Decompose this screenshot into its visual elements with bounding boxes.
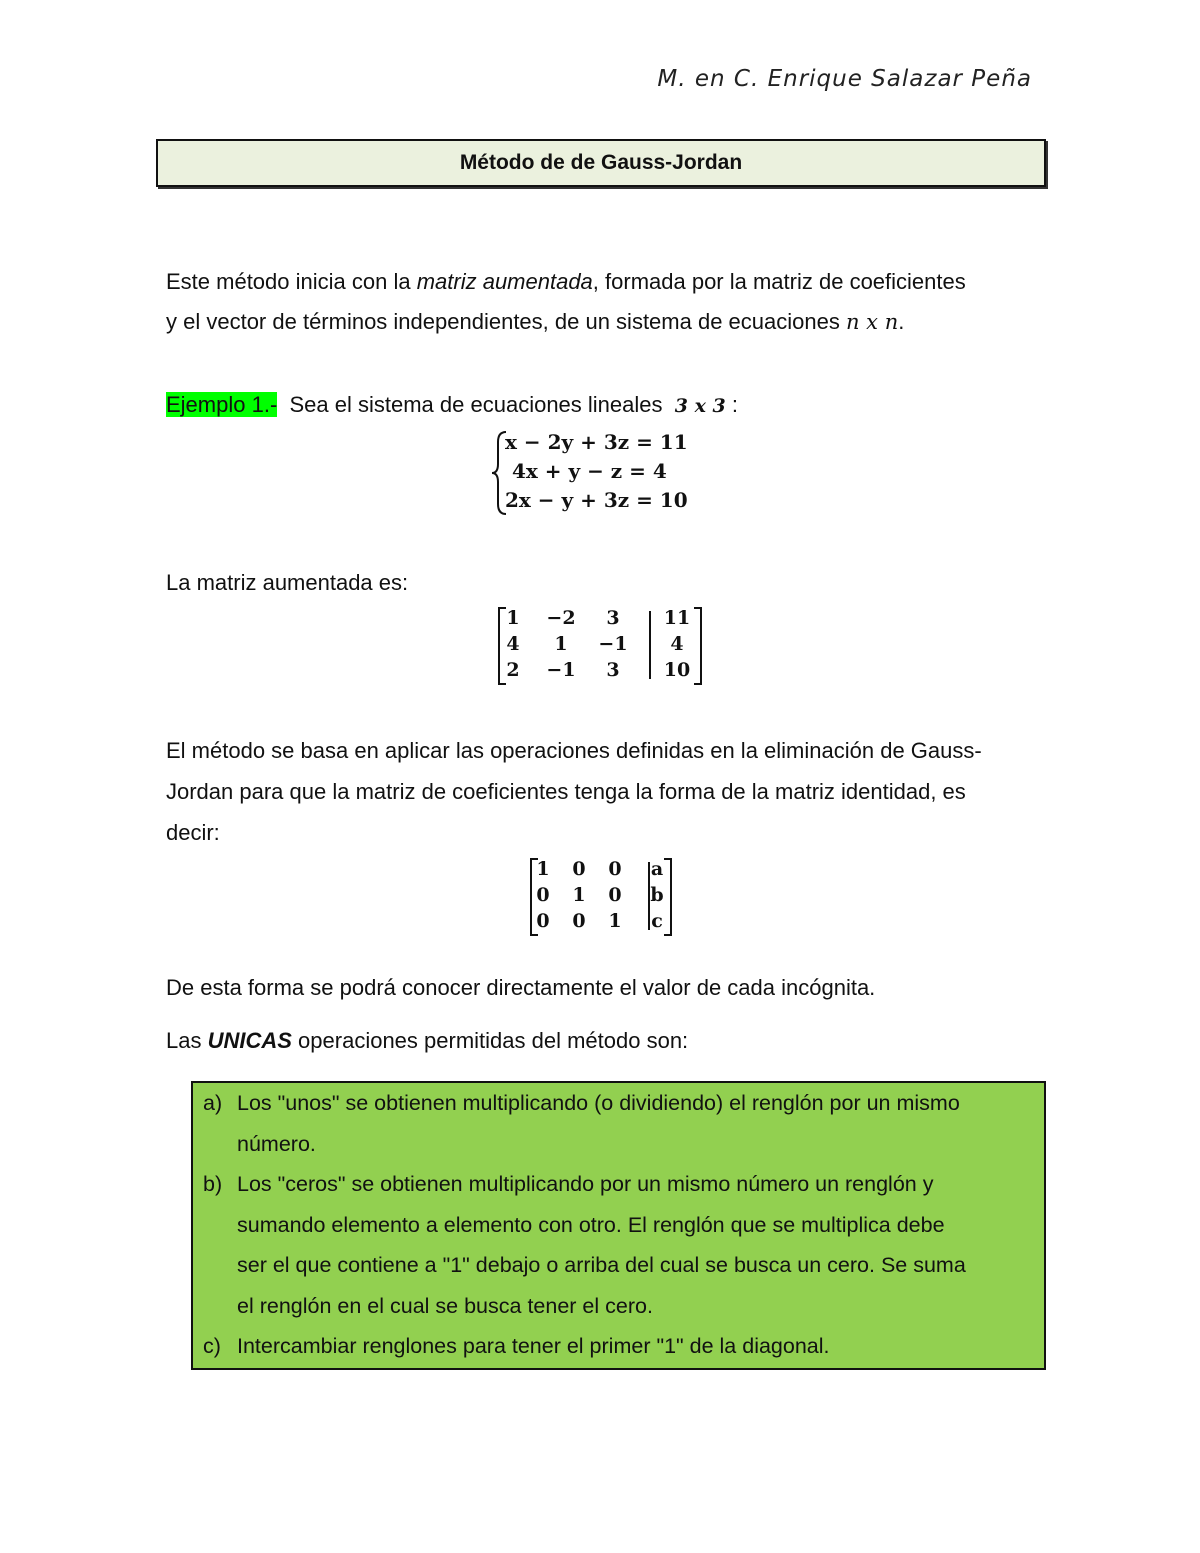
intro-emphasis: matriz aumentada — [416, 269, 593, 294]
matrix-cell: 1 — [554, 633, 568, 655]
matrix-cell: 3 — [606, 607, 620, 629]
matrix-cell: 4 — [506, 633, 520, 655]
rule-line: Los "unos" se obtienen multiplicando (o dividiendo) el renglón por un mismo — [237, 1091, 960, 1115]
intro-line-1 — [166, 262, 1046, 302]
matrix-cell: b — [650, 884, 664, 906]
matrix-cell: 1 — [608, 910, 622, 932]
matrix-cell: a — [650, 858, 664, 880]
matrix-cell: 0 — [536, 910, 550, 932]
equation-2: 4x + y − z = 4 — [505, 459, 667, 483]
matrix-cell: −2 — [546, 607, 576, 629]
rule-line: ser el que contiene a "1" debajo o arriba del cual se busca un cero. Se suma — [237, 1253, 966, 1277]
matrix-cell: 1 — [572, 884, 586, 906]
rule-line: Intercambiar renglones para tener el primer "1" de la diagonal. — [237, 1334, 830, 1358]
augmented-matrix — [498, 605, 704, 685]
equation-1: x − 2y + 3z = 11 — [505, 430, 688, 454]
matrix-cell: c — [651, 910, 663, 932]
rule-a-label: a) — [203, 1091, 223, 1115]
matrix-cell: 3 — [606, 659, 620, 681]
matrix-cell: 10 — [663, 659, 691, 681]
matrix-cell: 0 — [608, 858, 622, 880]
example-text: Sea el sistema de ecuaciones lineales — [277, 392, 675, 417]
intro-math: n x n — [845, 310, 899, 334]
equation-system — [505, 428, 688, 515]
matrix-cell: 1 — [536, 858, 550, 880]
method-paragraph — [166, 730, 1046, 853]
method-line-2: Jordan para que la matriz de coeficientes tenga la forma de la matriz identidad, es — [166, 779, 966, 804]
matrix-cell: −1 — [546, 659, 576, 681]
example-label: Ejemplo 1.- — [166, 392, 278, 417]
matrix-cell: 0 — [572, 910, 586, 932]
matrix-cell: 2 — [506, 659, 520, 681]
method-line-1: El método se basa en aplicar las operaciones definidas en la eliminación de Gauss- — [166, 738, 982, 763]
intro-end: . — [898, 309, 905, 334]
allowed-pre: Las — [166, 1028, 208, 1053]
matrix-cell: 11 — [663, 607, 691, 629]
allowed-emphasis: UNICAS — [207, 1028, 292, 1053]
intro-text-1: Este método inicia con la — [166, 269, 417, 294]
augmented-label: La matriz aumentada es: — [166, 570, 409, 595]
matrix-cell: 4 — [670, 633, 684, 655]
allowed-post: operaciones permitidas del método son: — [291, 1028, 689, 1053]
equation-3: 2x − y + 3z = 10 — [505, 488, 688, 512]
rule-line: el renglón en el cual se busca tener el cero. — [237, 1293, 653, 1318]
rule-c — [237, 1326, 1032, 1367]
augment-divider — [649, 611, 651, 679]
matrix-cell: 0 — [572, 858, 586, 880]
matrix-cell: 1 — [506, 607, 520, 629]
rule-c-label: c) — [203, 1334, 221, 1358]
rule-a — [237, 1083, 1032, 1164]
matrix-cell: −1 — [598, 633, 628, 655]
intro-text-3: y el vector de términos independientes, de un sistema de ecuaciones — [166, 309, 846, 334]
direct-sentence: De esta forma se podrá conocer directamente el valor de cada incógnita. — [166, 975, 876, 1000]
matrix-cell: 0 — [608, 884, 622, 906]
example-colon: : — [725, 392, 738, 417]
example-dims: 3 x 3 — [674, 395, 726, 417]
rule-line: número. — [237, 1131, 316, 1156]
intro-text-2: , formada por la matriz de coeficientes — [592, 269, 966, 294]
rules-box — [191, 1081, 1046, 1370]
author-header: M. en C. Enrique Salazar Peña — [657, 66, 1032, 92]
matrix-cell: 0 — [536, 884, 550, 906]
rule-line: sumando elemento a elemento con otro. El renglón que se multiplica debe — [237, 1212, 945, 1237]
method-line-3: decir: — [166, 820, 220, 845]
page-title: Método de de Gauss-Jordan — [156, 139, 1046, 187]
rule-b — [237, 1164, 1032, 1326]
example-line — [166, 385, 738, 426]
identity-matrix — [530, 856, 672, 936]
rule-line: Los "ceros" se obtienen multiplicando por un mismo número un renglón y — [237, 1172, 934, 1196]
intro-line-2 — [166, 302, 1046, 342]
allowed-sentence — [166, 1021, 688, 1061]
intro-paragraph — [166, 262, 1046, 342]
rule-b-label: b) — [203, 1172, 223, 1196]
